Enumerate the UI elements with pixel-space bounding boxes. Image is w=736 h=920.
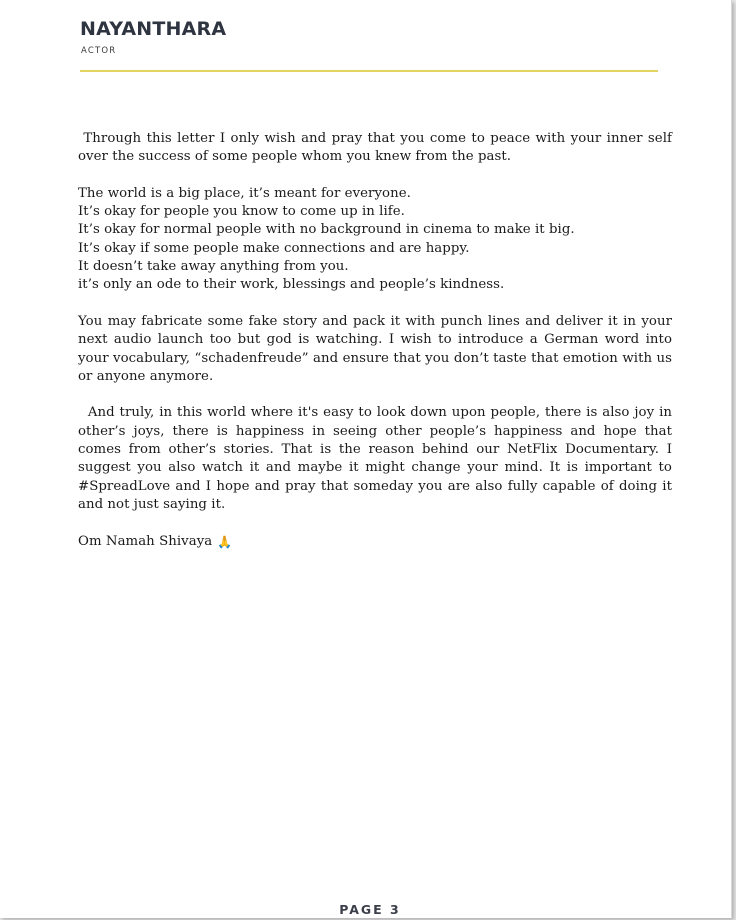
- author-name: NAYANTHARA: [80, 18, 227, 40]
- page-number: PAGE 3: [339, 902, 401, 917]
- header-divider: [80, 70, 658, 72]
- paragraph-2-line: It’s okay for people you know to come up in life.: [78, 204, 405, 220]
- closing-text: Om Namah Shivaya: [78, 533, 213, 549]
- paragraph-4: And truly, in this world where it's easy to look down upon people, there is also joy in other’s joys, there is happiness in seeing other people’s happiness and hope that comes from other’s stories. That is the reason behind our NetFlix Documentary. I suggest you also watch it and maybe it might change your mind. It is important to #SpreadLove and I hope and pray that someday you are also fully capable of doing it and not just saying it.: [78, 405, 677, 512]
- paragraph-2-line: The world is a big place, it’s meant for everyone.: [78, 185, 411, 201]
- paragraph-1: Through this letter I only wish and pray that you come to peace with your inner self over the success of some people whom you knew from the past.: [78, 131, 677, 165]
- paragraph-2-line: It doesn’t take away anything from you.: [78, 259, 349, 275]
- closing-line: [78, 533, 672, 551]
- letter-body: [78, 130, 677, 551]
- paragraph-2-line: it’s only an ode to their work, blessings and people’s kindness.: [78, 277, 505, 293]
- paragraph-2: [78, 185, 672, 295]
- paragraph-2-line: It’s okay for normal people with no background in cinema to make it big.: [78, 222, 575, 238]
- author-role: ACTOR: [81, 46, 117, 56]
- paragraph-3: You may fabricate some fake story and pack it with punch lines and deliver it in your next audio launch too but god is watching. I wish to introduce a German word into your vocabulary, “schadenfreude” and ensure that you don’t taste that emotion with us or anyone anymore.: [78, 313, 672, 384]
- folded-hands-icon: 🙏: [217, 534, 233, 549]
- paragraph-2-line: It’s okay if some people make connections and are happy.: [78, 240, 470, 256]
